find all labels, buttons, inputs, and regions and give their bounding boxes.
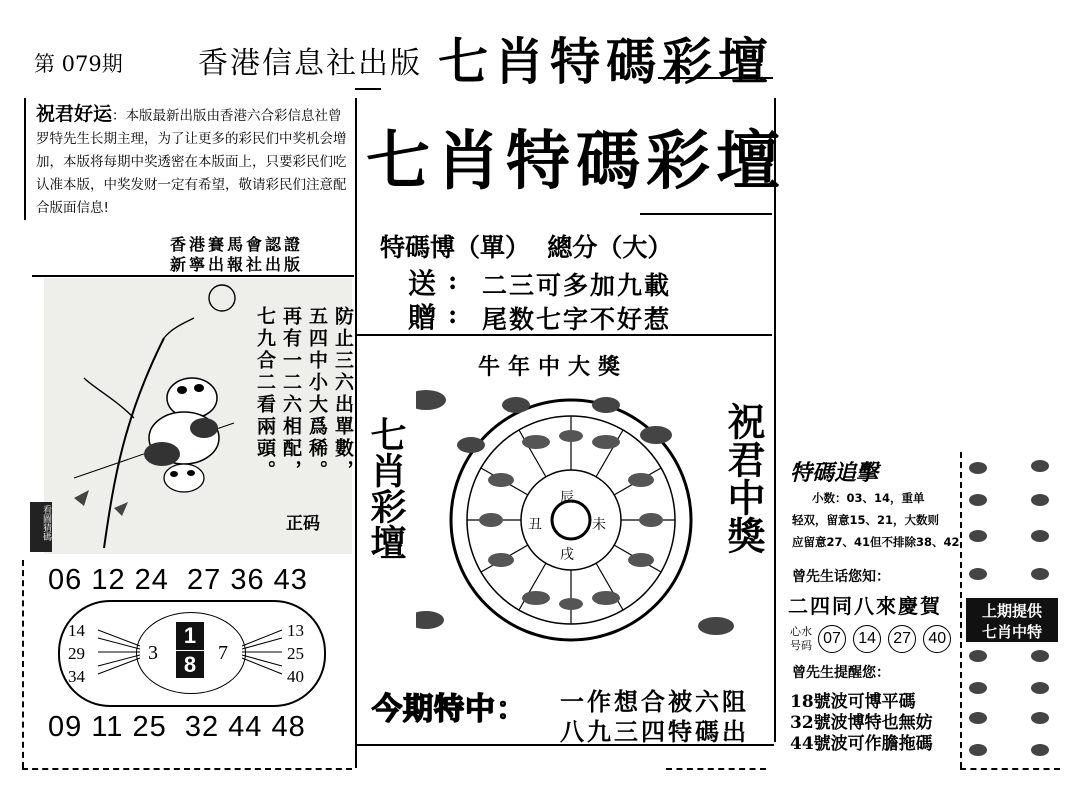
main-title: 七肖特碼彩壇 xyxy=(366,124,786,199)
wheel-top-text: 牛年中大獎 xyxy=(478,354,629,380)
wheel-label-chen: 辰 xyxy=(560,490,574,506)
poem-col-3: 再有一二六相配， xyxy=(280,306,302,482)
wheel-left-text: 七肖彩壇 xyxy=(365,416,407,560)
oval-left-numbers xyxy=(68,619,85,688)
tracker-text-3: 应留意27、41但不排除38、42 xyxy=(792,535,960,549)
remind-3: 44號波可作膽拖碼 xyxy=(790,734,933,754)
cert-line-1: 香港賽馬會認證 xyxy=(170,235,304,254)
wheel-label-xu: 戌 xyxy=(560,547,574,563)
zodiac-animals-top xyxy=(964,456,1064,596)
today-line-1: 一作想合被六阻 xyxy=(560,687,749,716)
oval-left-1: 14 xyxy=(68,621,85,640)
zodiac-wheel xyxy=(416,380,736,660)
pick-3: 27 xyxy=(888,625,916,653)
poem-col-2: 五四中小大爲稀。 xyxy=(306,306,328,482)
issue-number: 第 079期 xyxy=(34,52,123,76)
wheel-label-chou: 丑 xyxy=(528,517,542,533)
notice-title: 曾先生话您知： xyxy=(792,569,890,585)
gift-label: 贈 xyxy=(408,301,437,334)
center-digit-top: 1 xyxy=(183,623,197,648)
last-issue-line-1: 上期提供 xyxy=(981,602,1042,620)
notice-block: 祝君好运：本版最新出版由香港六合彩信息社曾罗特先生长期主理，为了让更多的彩民们中奖机会增加，本版将每期中奖透密在本版面上，只要彩民们吃认准本版，中奖发财一定有希望，敬请彩民们注意配合版面信息! xyxy=(36,103,347,216)
panda-illustration xyxy=(44,278,254,554)
wheel-label-wei: 未 xyxy=(592,517,606,533)
remind-1: 18號波可博平碼 xyxy=(790,692,916,712)
oval-right-1: 13 xyxy=(287,621,304,640)
oval-right-numbers xyxy=(287,619,304,688)
tracker-text-1: 小数：03、14，重单 xyxy=(812,491,925,505)
oval-inner-right: 7 xyxy=(218,642,228,664)
notice-heading: 祝君好运 xyxy=(36,103,113,125)
center-digit-bottom: 8 xyxy=(176,650,204,679)
poem-col-1: 防止三六出單數， xyxy=(332,306,354,482)
oval-right-3: 40 xyxy=(287,667,304,686)
oval-inner-left: 3 xyxy=(148,642,158,664)
picks-row xyxy=(818,625,953,653)
notice-text: 二四同八來慶賀 xyxy=(788,594,942,618)
zodiac-animals-bottom xyxy=(964,646,1064,762)
numbers-top-row: 06 12 24 27 36 43 xyxy=(48,564,308,596)
poem xyxy=(252,306,356,516)
header-title: 七肖特碼彩壇 xyxy=(438,32,774,91)
pick-1: 07 xyxy=(818,625,846,653)
today-label: 今期特中： xyxy=(372,692,527,727)
poem-tail: 正码 xyxy=(286,514,320,534)
gift-text: 尾数七字不好惹 xyxy=(482,305,672,334)
oval-left-2: 29 xyxy=(68,644,85,663)
main-line-1: 特碼博（單） 總分（大） xyxy=(380,233,673,262)
remind-title: 曾先生提醒您： xyxy=(792,665,890,681)
hint-label: 心水号码 xyxy=(790,625,812,652)
last-issue-line-2: 七肖中特 xyxy=(981,623,1042,641)
poem-col-4: 七九合二看兩頭。 xyxy=(254,306,276,482)
today-line-2: 八九三四特碼出 xyxy=(560,717,749,746)
oval-right-2: 25 xyxy=(287,644,304,663)
tracker-title: 特碼追擊 xyxy=(790,460,879,486)
tracker-text-2: 轻双，留意15、21，大数则 xyxy=(792,513,940,527)
pick-4: 40 xyxy=(923,625,951,653)
send-label: 送 xyxy=(408,267,437,300)
numbers-bottom-row: 09 11 25 32 44 48 xyxy=(48,711,306,743)
remind-2: 32號波博特也無妨 xyxy=(790,713,933,733)
pick-2: 14 xyxy=(853,625,881,653)
oval-left-3: 34 xyxy=(68,667,85,686)
cert-line-2: 新寧出報社出版 xyxy=(170,255,304,274)
side-label: 看圖猜碼 xyxy=(41,505,51,541)
publisher-name: 香港信息社出版 xyxy=(198,46,422,81)
wheel-right-text: 祝君中獎 xyxy=(721,402,766,554)
notice-body: 本版最新出版由香港六合彩信息社曾罗特先生长期主理，为了让更多的彩民们中奖机会增加，本版将每期中奖透密在本版面上，只要彩民们吃认准本版，中奖发财一定有希望，敬请彩民们注意配合版面信息! xyxy=(36,108,347,216)
send-text: 二三可多加九載 xyxy=(482,271,672,300)
